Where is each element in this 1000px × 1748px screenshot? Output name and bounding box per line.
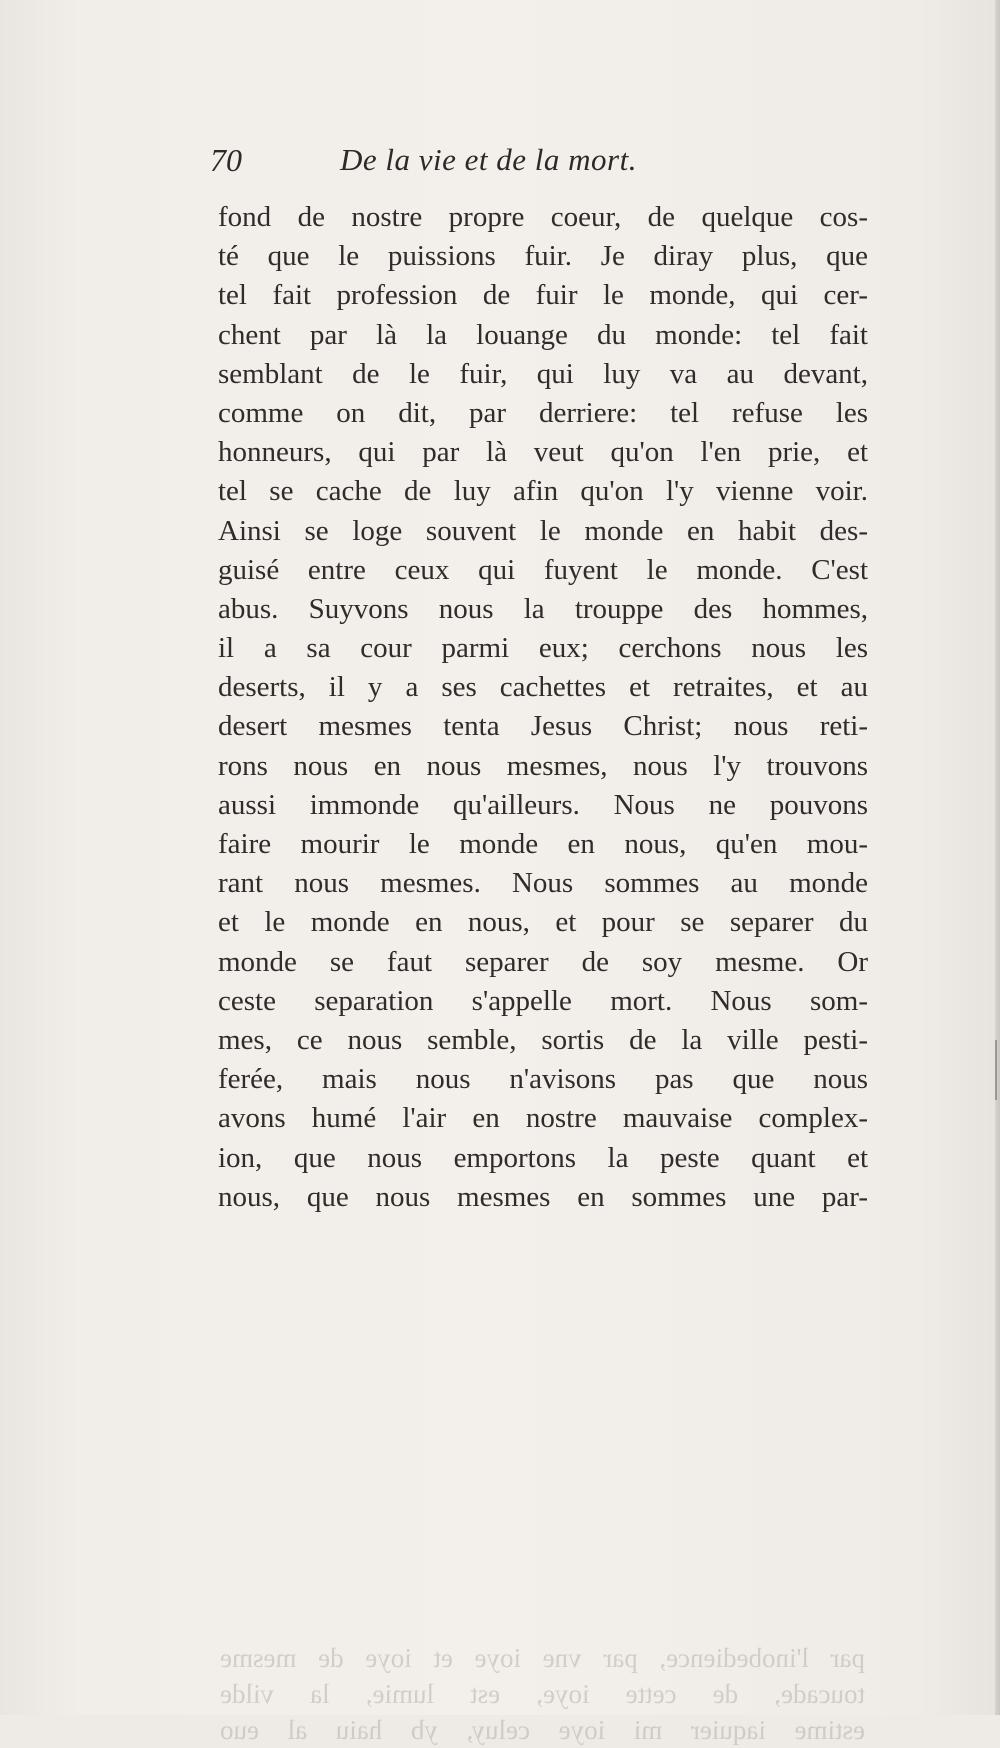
- page-header: [210, 142, 850, 192]
- show-through-line: toucade, de cette ioye, est lumie, la vilde: [220, 1679, 865, 1709]
- text-line: nous, que nous mesmes en sommes une par-: [218, 1180, 868, 1213]
- text-line: et le monde en nous, et pour se separer du: [218, 906, 868, 939]
- text-line: tel fait profession de fuir le monde, qui cer-: [218, 279, 868, 312]
- text-line: mes, ce nous semble, sortis de la ville pesti-: [218, 1023, 868, 1056]
- text-line: il a sa cour parmi eux; cerchons nous les: [218, 632, 868, 665]
- show-through-text: [220, 1640, 865, 1748]
- text-line: ion, que nous emportons la peste quant et: [218, 1141, 868, 1174]
- text-line: Ainsi se loge souvent le monde en habit des-: [218, 514, 868, 547]
- text-line: honneurs, qui par là veut qu'on l'en prie, et: [218, 436, 868, 469]
- text-line: fond de nostre propre coeur, de quelque cos-: [218, 201, 868, 233]
- text-line: chent par là la louange du monde: tel fait: [218, 318, 868, 351]
- text-line: aussi immonde qu'ailleurs. Nous ne pouvons: [218, 788, 868, 821]
- text-line: té que le puissions fuir. Je diray plus, que: [218, 240, 868, 273]
- edge-mark: [995, 1040, 997, 1100]
- text-line: avons humé l'air en nostre mauvaise complex-: [218, 1102, 868, 1135]
- text-line: rant nous mesmes. Nous sommes au monde: [218, 867, 868, 900]
- text-line: abus. Suyvons nous la trouppe des hommes,: [218, 592, 868, 625]
- show-through-line: par l'inobedience, par vne ioye et ioye de mesme: [220, 1643, 865, 1673]
- text-line: semblant de le fuir, qui luy va au devant,: [218, 357, 868, 390]
- text-line: faire mourir le monde en nous, qu'en mou-: [218, 828, 868, 860]
- text-line: monde se faut separer de soy mesme. Or: [218, 945, 868, 978]
- body-text: [218, 198, 868, 1217]
- text-line: comme on dit, par derriere: tel refuse les: [218, 396, 868, 429]
- text-line: guisé entre ceux qui fuyent le monde. C'est: [218, 553, 868, 586]
- text-line: tel se cache de luy afin qu'on l'y vienne voir.: [218, 475, 868, 508]
- text-line: ceste separation s'appelle mort. Nous som-: [218, 984, 868, 1017]
- text-line: deserts, il y a ses cachettes et retraites, et au: [218, 671, 868, 704]
- show-through-line: estime iaquier mi ioye celuy, yb haiu al euo: [220, 1715, 865, 1745]
- text-line: desert mesmes tenta Jesus Christ; nous reti-: [218, 710, 868, 743]
- text-line: ferée, mais nous n'avisons pas que nous: [218, 1063, 868, 1096]
- running-title: De la vie et de la mort.: [340, 142, 637, 177]
- text-line: rons nous en nous mesmes, nous l'y trouvons: [218, 749, 868, 782]
- page-edge: [995, 0, 1000, 1715]
- page-number: 70: [210, 142, 242, 178]
